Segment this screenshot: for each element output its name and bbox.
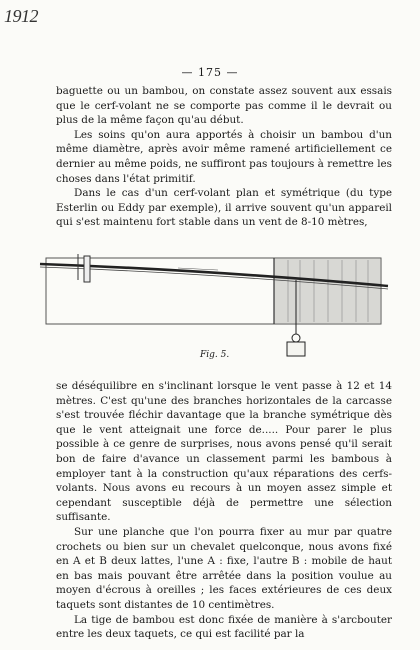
paragraph: Les soins qu'on aura apportés à choisir un bambou d'un même diamètre, après avoir même ramené artificiellement ce dernier au même poids, ne suffiront pas toujours à remettre les choses dans l'état primitif. xyxy=(56,128,392,185)
margin-note: 1912 xyxy=(4,6,38,26)
figure-caption: Fig. 5. xyxy=(200,350,230,360)
figure-5-illustration xyxy=(38,246,393,366)
paragraph: Sur une planche que l'on pourra fixer au mur par quatre crochets ou bien sur un chevalet quelconque, nous avons fixé en A et B deux lattes, l'une A : fixe, l'autre B : mobile de haut en bas mais pouvant être arrêtée dans la position voulue au moyen d'écrous à oreilles ; les faces extérieures de ces deux taquets sont distantes de 10 centimètres. xyxy=(56,525,392,611)
text-block-top xyxy=(56,84,392,230)
paragraph: se déséquilibre en s'inclinant lorsque le vent passe à 12 et 14 mètres. C'est qu'une des branches horizontales de la carcasse s'est trouvée fléchir davantage que la branche symétrique dès que le vent atteignait une force de..... Pour parer le plus possible à ce genre de surprises, nous avons pensé qu'il serait bon de faire d'avance un classement parmi les bambous à employer tant à la construction qu'aux réparations des cerfs-volants. Nous avons eu recours à un moyen assez simple et cependant susceptible déjà de permettre une sélection suffisante. xyxy=(56,380,392,524)
paragraph: baguette ou un bambou, on constate assez souvent aux essais que le cerf-volant ne se comporte pas comme il le devrait ou plus de la même façon qu'au début. xyxy=(56,85,392,127)
text-block-bottom xyxy=(56,379,392,642)
paragraph: Dans le cas d'un cerf-volant plan et symétrique (du type Esterlin ou Eddy par exemple), il arrive souvent qu'un appareil qui s'est maintenu fort stable dans un vent de 8-10 mètres, xyxy=(56,187,392,229)
paragraph: La tige de bambou est donc fixée de manière à s'arcbouter entre les deux taquets, ce qui est facilité par la xyxy=(56,613,392,641)
bamboo-test-apparatus-drawing xyxy=(38,246,393,366)
page-number: — 175 — xyxy=(181,66,239,79)
